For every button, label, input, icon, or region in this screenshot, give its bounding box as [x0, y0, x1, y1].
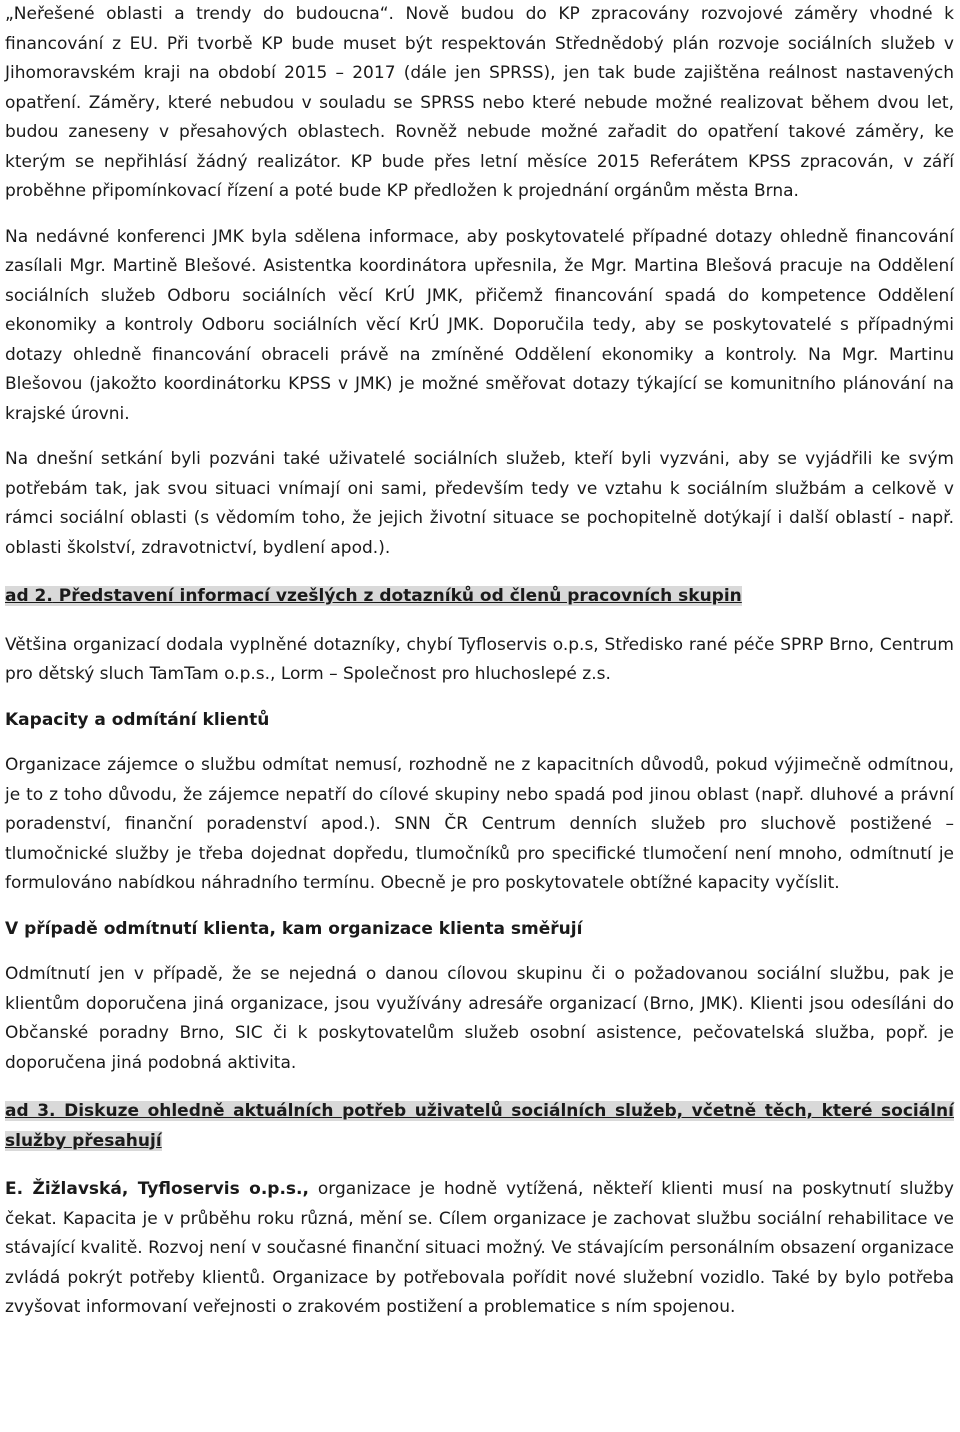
- speaker-text: organizace je hodně vytížená, někteří klienti musí na poskytnutí služby čekat. Kapacita je v průběhu roku různá, mění se. Cílem organizace je zachovat službu sociální rehabilitace ve stávající kvalitě. Rozvoj není v současné finanční situaci možný. Ve stávajícím personálním obsazení organizace zvládá pokrýt potřeby klientů. Organizace by potřebovala pořídit nové služební vozidlo. Také by bylo potřeba zvyšovat informovaní veřejnosti o zrakovém postižení a problematice s ním spojenou.: [5, 1179, 954, 1317]
- section-3-heading-label: [5, 1101, 954, 1151]
- section-3-number: ad 3.: [5, 1101, 56, 1121]
- intro-paragraph-3: Na dnešní setkání byli pozváni také uživatelé sociálních služeb, kteří byli vyzváni, aby se vyjádřili ke svým potřebám tak, jak svou situaci vnímají oni sami, především tedy ve vztahu k sociálním službám a celkově v rámci sociální oblasti (s vědomím toho, že jejich životní situace se pochopitelně dotýkají i další oblastí - např. oblasti školství, zdravotnictví, bydlení apod.).: [5, 449, 954, 558]
- section-2-title: Představení informací vzešlých z dotazníků od členů pracovních skupin: [52, 586, 742, 606]
- section-2-heading-label: [5, 586, 742, 606]
- intro-paragraph-1: „Neřešené oblasti a trendy do budoucna“. Nově budou do KP zpracovány rozvojové záměry vhodné k financování z EU. Při tvorbě KP bude muset být respektován Střednědobý plán rozvoje sociálních služeb v Jihomoravském kraji na období 2015 – 2017 (dále jen SPRSS), jen tak bude zajištěna reálnost nastavených opatření. Záměry, které nebudou v souladu se SPRSS nebo které nebude možné realizovat během dvou let, budou zaneseny v přesahových oblastech. Rovněž nebude možné zařadit do opatření takové záměry, ke kterým se nepřihlásí žádný realizátor. KP bude přes letní měsíce 2015 Referátem KPSS zpracován, v září proběhne připomínkovací řízení a poté bude KP předložen k projednání orgánům města Brna.: [5, 4, 954, 201]
- section-3-heading: [5, 1097, 954, 1156]
- speaker-name: E. Žižlavská, Tyfloservis o.p.s.,: [5, 1179, 309, 1199]
- section-3-speaker-paragraph: [5, 1175, 954, 1323]
- section-3-title: Diskuze ohledně aktuálních potřeb uživatelů sociálních služeb, včetně těch, které sociální služby přesahují: [5, 1101, 954, 1151]
- subsection-redirect-heading: V případě odmítnutí klienta, kam organizace klienta směřují: [5, 918, 583, 939]
- section-2-paragraph-1: Většina organizací dodala vyplněné dotazníky, chybí Tyfloservis o.p.s, Středisko rané péče SPRP Brno, Centrum pro dětský sluch TamTam o.p.s., Lorm – Společnost pro hluchoslepé z.s.: [5, 634, 954, 684]
- subsection-redirect-text: Odmítnutí jen v případě, že se nejedná o danou cílovou skupinu či o požadovanou sociální službu, pak je klientům doporučena jiná organizace, jsou využívány adresáře organizací (Brno, JMK). Klienti jsou odesíláni do Občanské poradny Brno, SIC či k poskytovatelům služeb osobní asistence, pečovatelská služba, popř. je doporučena jiná podobná aktivita.: [5, 964, 954, 1073]
- subsection-capacity-heading: Kapacity a odmítání klientů: [5, 709, 270, 730]
- section-2-number: ad 2.: [5, 586, 53, 606]
- subsection-capacity-text: Organizace zájemce o službu odmítat nemusí, rozhodně ne z kapacitních důvodů, pokud výjimečně odmítnou, je to z toho důvodu, že zájemce nepatří do cílové skupiny nebo spadá pod jinou oblast (např. dluhové a právní poradenství, finanční poradenství apod.). SNN ČR Centrum denních služeb pro sluchově postižené – tlumočnické služby je třeba dojednat dopředu, tlumočníků pro specifické tlumočení není mnoho, odmítnutí je formulováno nabídkou náhradního termínu. Obecně je pro poskytovatele obtížné kapacity vyčíslit.: [5, 755, 954, 893]
- intro-paragraph-2: Na nedávné konferenci JMK byla sdělena informace, aby poskytovatelé případné dotazy ohledně financování zasílali Mgr. Martině Blešové. Asistentka koordinátora upřesnila, že Mgr. Martina Blešová pracuje na Oddělení sociálních služeb Odboru sociálních věcí KrÚ JMK, přičemž financování spadá do kompetence Oddělení ekonomiky a kontroly Odboru sociálních věcí KrÚ JMK. Doporučila tedy, aby se poskytovatelé s případnými dotazy ohledně financování obraceli právě na zmíněné Oddělení ekonomiky a kontroly. Na Mgr. Martinu Blešovou (jakožto koordinátorku KPSS v JMK) je možné směřovat dotazy týkající se komunitního plánování na krajské úrovni.: [5, 226, 954, 424]
- section-2-heading: [5, 582, 954, 612]
